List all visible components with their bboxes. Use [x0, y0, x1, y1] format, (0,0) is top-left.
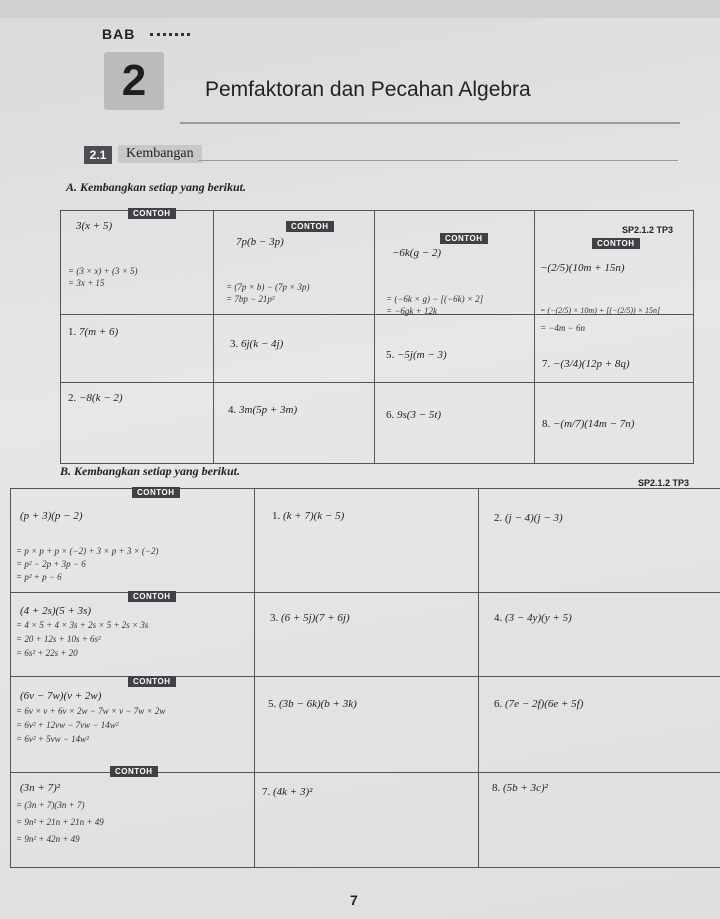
question: 7. −(3/4)(12p + 8q) — [542, 358, 630, 370]
question: 3. 6j(k − 4j) — [230, 338, 284, 350]
question: 2. −8(k − 2) — [68, 392, 123, 404]
question: 4. (3 − 4y)(y + 5) — [494, 612, 572, 624]
chapter-title: Pemfaktoran dan Pecahan Algebra — [205, 78, 531, 101]
chapter-number: 2 — [104, 52, 164, 110]
question: 8. −(m/7)(14m − 7n) — [542, 418, 635, 430]
question: 7. (4k + 3)² — [262, 786, 313, 798]
example-step: = p² + p − 6 — [16, 572, 62, 582]
part-a-instruction: A. Kembangkan setiap yang berikut. — [66, 180, 247, 194]
question: 8. (5b + 3c)² — [492, 782, 548, 794]
question: 1. (k + 7)(k − 5) — [272, 510, 345, 522]
example-step: = 3x + 15 — [68, 278, 105, 288]
question: 6. 9s(3 − 5t) — [386, 409, 442, 421]
example-step: = (3n + 7)(3n + 7) — [16, 800, 85, 810]
example-step: = −6gk + 12k — [386, 306, 437, 316]
question: 6. (7e − 2f)(6e + 5f) — [494, 698, 584, 710]
contoh-badge: CONTOH — [110, 766, 158, 777]
example-step: = (−(2/5) × 10m) + [(−(2/5)) × 15n] — [540, 306, 661, 315]
example-step: = (7p × b) − (7p × 3p) — [226, 282, 310, 292]
contoh-badge: CONTOH — [132, 487, 180, 498]
contoh-badge: CONTOH — [592, 238, 640, 249]
title-divider — [180, 122, 680, 124]
example-step: = 9n² + 42n + 49 — [16, 834, 80, 844]
example-expression: (3n + 7)² — [20, 782, 61, 794]
example-step: = (3 × x) + (3 × 5) — [68, 266, 138, 276]
example-step: = p² − 2p + 3p − 6 — [16, 559, 86, 569]
chapter-label: BAB — [102, 26, 136, 42]
question: 3. (6 + 5j)(7 + 6j) — [270, 612, 350, 624]
section-divider — [198, 160, 678, 161]
example-step: = 20 + 12s + 10s + 6s² — [16, 634, 101, 644]
example-expression: −6k(g − 2) — [392, 247, 442, 259]
contoh-badge: CONTOH — [440, 233, 488, 244]
question: 5. (3b − 6k)(b + 3k) — [268, 698, 357, 710]
contoh-badge: CONTOH — [128, 676, 176, 687]
question: 2. (j − 4)(j − 3) — [494, 512, 563, 524]
contoh-badge: CONTOH — [286, 221, 334, 232]
example-expression: 3(x + 5) — [76, 220, 113, 232]
section-title: Kembangan — [118, 145, 202, 163]
example-expression: (4 + 2s)(5 + 3s) — [20, 605, 92, 617]
page-number: 7 — [350, 892, 358, 908]
top-edge — [0, 0, 720, 18]
example-expression: 7p(b − 3p) — [236, 236, 284, 248]
example-step: = 6v² + 5vw − 14w² — [16, 734, 89, 744]
example-expression: (p + 3)(p − 2) — [20, 510, 83, 522]
question: 5. −5j(m − 3) — [386, 349, 447, 361]
example-step: = 6v × v + 6v × 2w − 7w × v − 7w × 2w — [16, 706, 166, 716]
question: 4. 3m(5p + 3m) — [228, 404, 298, 416]
example-step: = −4m − 6n — [540, 323, 585, 333]
part-b-sp-code: SP2.1.2 TP3 — [638, 478, 690, 488]
example-step: = 9n² + 21n + 21n + 49 — [16, 817, 104, 827]
part-b-instruction: B. Kembangkan setiap yang berikut. — [60, 464, 241, 478]
contoh-badge: CONTOH — [128, 591, 176, 602]
example-step: = 6s² + 22s + 20 — [16, 648, 78, 658]
contoh-badge: CONTOH — [128, 208, 176, 219]
example-step: = (−6k × g) − [(−6k) × 2] — [386, 294, 484, 304]
section-number: 2.1 — [84, 146, 112, 164]
example-step: = p × p + p × (−2) + 3 × p + 3 × (−2) — [16, 546, 159, 556]
example-expression: −(2/5)(10m + 15n) — [540, 262, 625, 274]
example-step: = 6v² + 12vw − 7vw − 14w² — [16, 720, 119, 730]
question: 1. 7(m + 6) — [68, 326, 119, 338]
chapter-dots-divider — [150, 33, 190, 36]
part-b-table — [10, 488, 720, 868]
part-a-sp-code: SP2.1.2 TP3 — [622, 225, 674, 235]
example-expression: (6v − 7w)(v + 2w) — [20, 690, 102, 702]
example-step: = 4 × 5 + 4 × 3s + 2s × 5 + 2s × 3s — [16, 620, 149, 630]
example-step: = 7bp − 21p² — [226, 294, 275, 304]
